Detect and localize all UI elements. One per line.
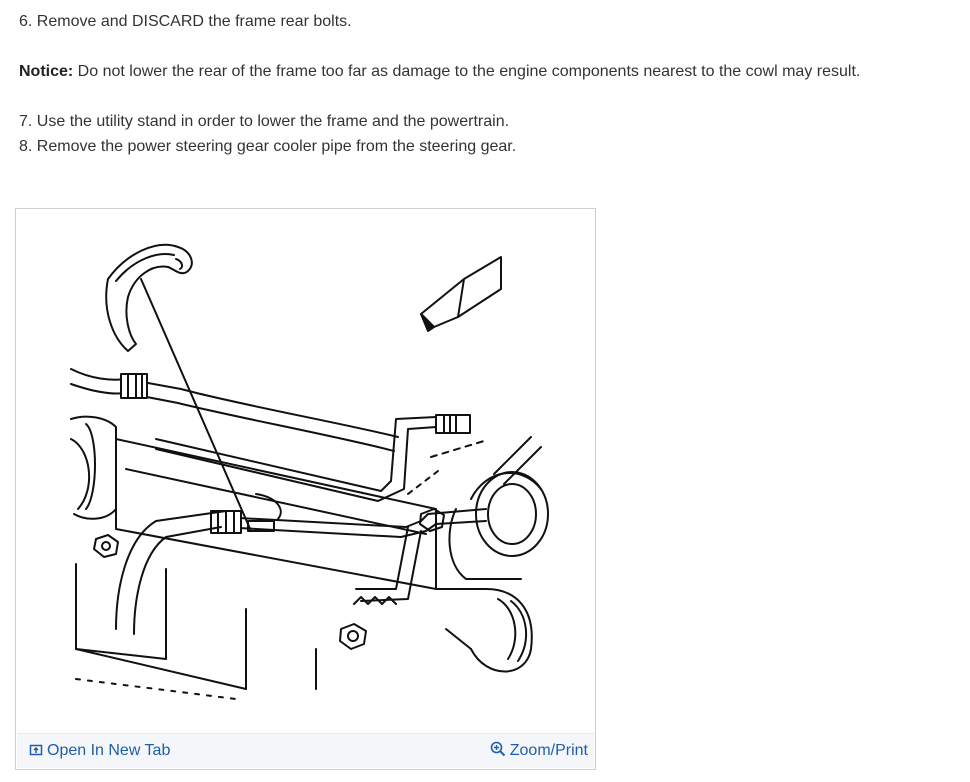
- figure-toolbar: [17, 733, 594, 768]
- zoom-in-icon: [490, 741, 506, 757]
- open-in-new-tab-label: Open In New Tab: [47, 742, 171, 759]
- step-7-text: 7. Use the utility stand in order to lower the frame and the powertrain.: [19, 113, 510, 130]
- zoom-print-link[interactable]: [490, 741, 588, 761]
- notice-paragraph: [19, 62, 860, 82]
- step-8-text: 8. Remove the power steering gear cooler pipe from the steering gear.: [19, 138, 517, 155]
- figure-container: [15, 208, 596, 770]
- notice-text: Do not lower the rear of the frame too far as damage to the engine components nearest to the cowl may result.: [73, 63, 861, 80]
- open-in-new-tab-icon: [29, 743, 43, 757]
- steering-gear-cooler-pipe-illustration[interactable]: [16, 209, 595, 734]
- notice-label: Notice:: [19, 63, 74, 80]
- open-in-new-tab-link[interactable]: [29, 741, 170, 761]
- zoom-print-label: Zoom/Print: [509, 742, 588, 759]
- step-6-text: 6. Remove and DISCARD the frame rear bolts.: [19, 13, 352, 30]
